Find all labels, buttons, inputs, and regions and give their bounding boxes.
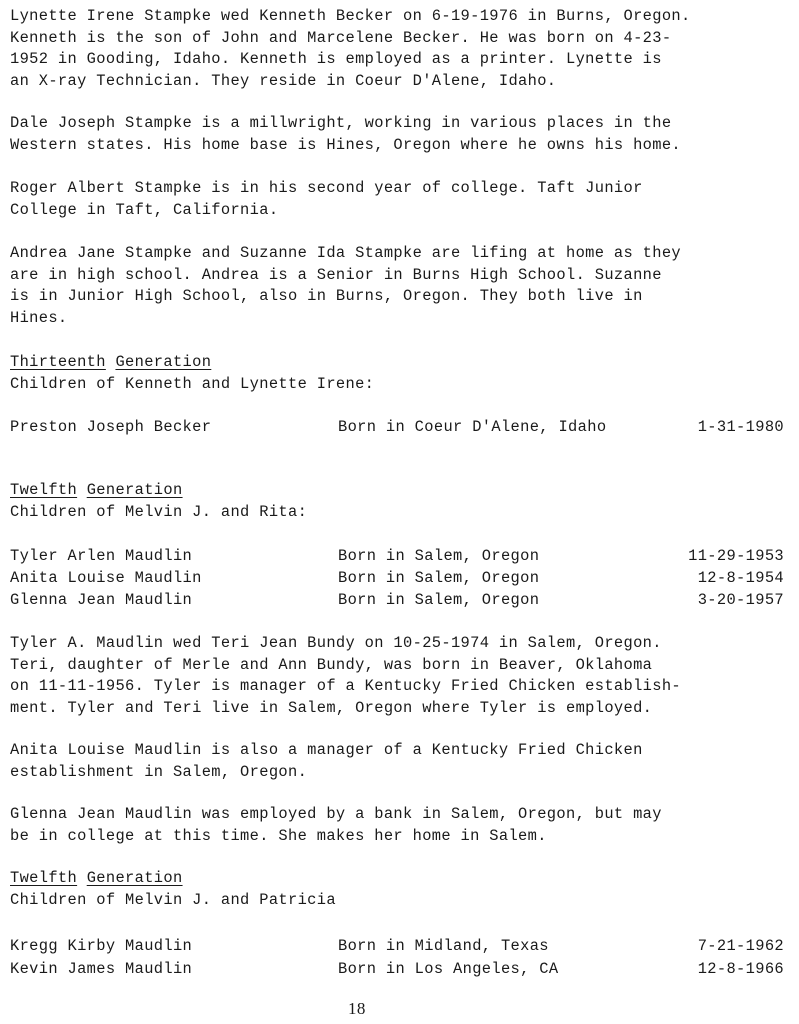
birth-place: Born in Los Angeles, CA (338, 960, 559, 978)
birth-date: 12-8-1966 (697, 960, 784, 978)
birth-date: 3-20-1957 (697, 591, 784, 609)
child-entry-row (10, 545, 790, 567)
birth-date: 1-31-1980 (697, 418, 784, 436)
child-entry-row (10, 589, 790, 611)
page-number: 18 (348, 999, 366, 1018)
birth-date: 12-8-1954 (697, 569, 784, 587)
paragraph-anita-maudlin: Anita Louise Maudlin is also a manager of a Kentucky Fried Chicken establishment in Salem, Oregon. (10, 741, 643, 781)
birth-place: Born in Coeur D'Alene, Idaho (338, 418, 607, 436)
child-entry-row (10, 567, 790, 589)
paragraph-andrea-suzanne-stampke: Andrea Jane Stampke and Suzanne Ida Stampke are lifing at home as they are in high school. Andrea is a Senior in Burns High School. Suzanne is in Junior High School, also in Burns, Oregon. They both live in Hines. (10, 244, 682, 327)
child-name: Anita Louise Maudlin (10, 569, 202, 587)
children-of-line: Children of Melvin J. and Patricia (10, 891, 336, 909)
child-entry-row (10, 416, 790, 438)
generation-label: Generation (86, 481, 183, 499)
birth-place: Born in Midland, Texas (338, 937, 549, 955)
birth-date: 7-21-1962 (697, 937, 784, 955)
section-heading-thirteenth-generation (10, 352, 790, 374)
paragraph-roger-stampke: Roger Albert Stampke is in his second year of college. Taft Junior College in Taft, California. (10, 179, 643, 219)
birth-date: 11-29-1953 (688, 547, 784, 565)
child-entry-row (10, 935, 790, 957)
birth-place: Born in Salem, Oregon (338, 591, 540, 609)
child-entry-row (10, 958, 790, 980)
section-heading-twelfth-generation (10, 868, 790, 890)
child-name: Tyler Arlen Maudlin (10, 547, 193, 565)
section-heading-twelfth-generation (10, 480, 790, 502)
birth-place: Born in Salem, Oregon (338, 569, 540, 587)
child-name: Preston Joseph Becker (10, 418, 212, 436)
generation-label: Generation (115, 353, 212, 371)
children-of-line: Children of Melvin J. and Rita: (10, 503, 308, 521)
generation-word: Thirteenth (10, 353, 106, 371)
child-name: Glenna Jean Maudlin (10, 591, 193, 609)
generation-word: Twelfth (10, 869, 78, 887)
child-name: Kregg Kirby Maudlin (10, 937, 193, 955)
paragraph-lynette-becker: Lynette Irene Stampke wed Kenneth Becker on 6-19-1976 in Burns, Oregon. Kenneth is the son of John and Marcelene Becker. He was born on 4-23- 1952 in Gooding, Idaho. Kenneth is employed as a printer. Lynette is an X-ray Technician. They reside in Coeur D'Alene, Idaho. (10, 7, 691, 90)
document-page (10, 0, 790, 1024)
birth-place: Born in Salem, Oregon (338, 547, 540, 565)
generation-label: Generation (86, 869, 183, 887)
generation-word: Twelfth (10, 481, 78, 499)
children-of-line: Children of Kenneth and Lynette Irene: (10, 375, 375, 393)
paragraph-tyler-maudlin: Tyler A. Maudlin wed Teri Jean Bundy on 10-25-1974 in Salem, Oregon. Teri, daughter of Merle and Ann Bundy, was born in Beaver, Oklahoma on 11-11-1956. Tyler is manager of a Kentucky Fried Chicken establish- ment. Tyler and Teri live in Salem, Oregon where Tyler is employed. (10, 634, 682, 717)
paragraph-dale-stampke: Dale Joseph Stampke is a millwright, working in various places in the Western states. His home base is Hines, Oregon where he owns his home. (10, 114, 682, 154)
paragraph-glenna-maudlin: Glenna Jean Maudlin was employed by a bank in Salem, Oregon, but may be in college at this time. She makes her home in Salem. (10, 805, 662, 845)
child-name: Kevin James Maudlin (10, 960, 193, 978)
